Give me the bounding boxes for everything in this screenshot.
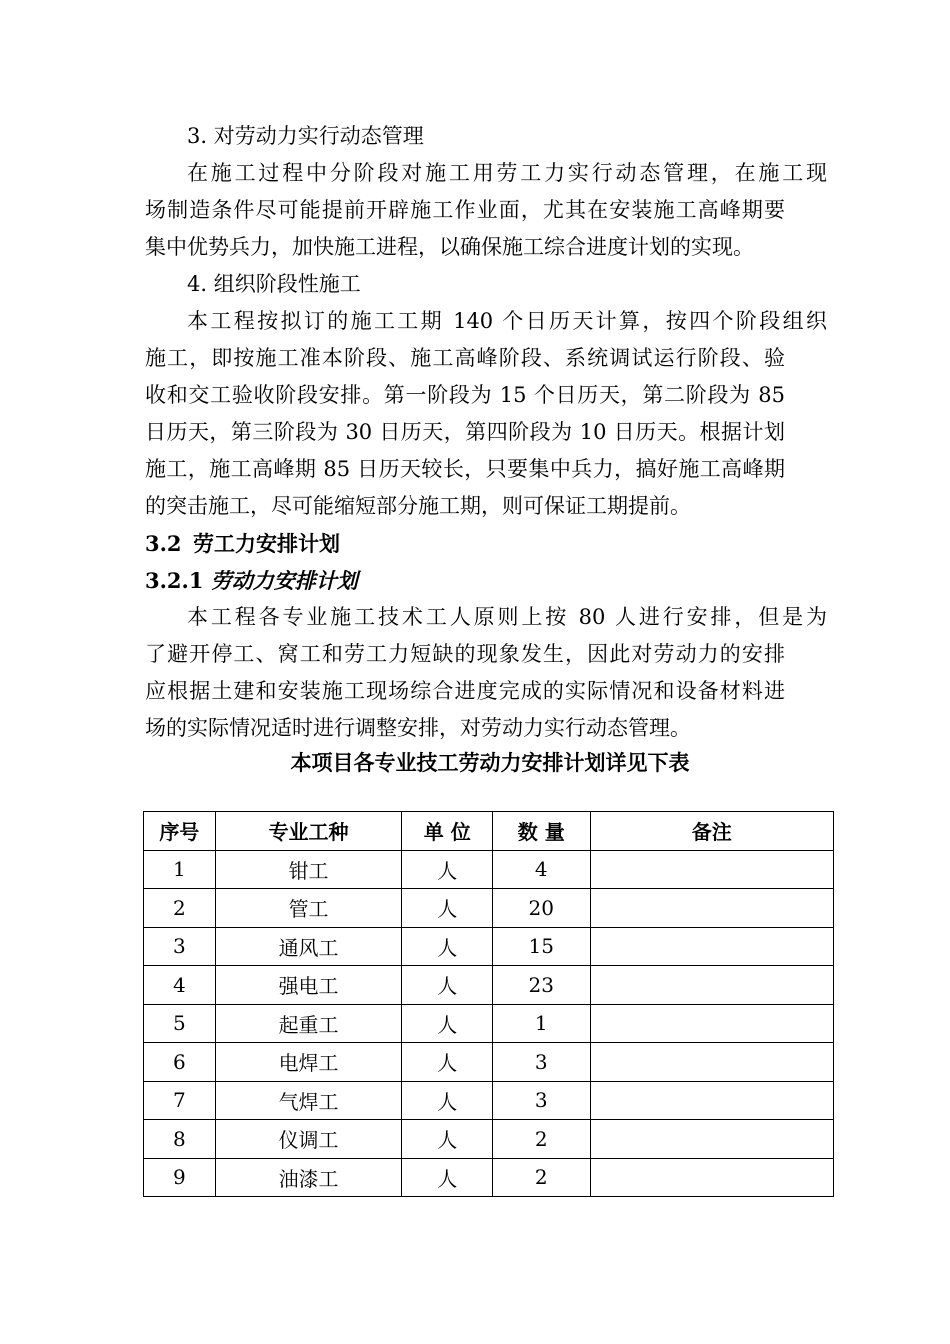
header-trade: 专业工种 — [215, 812, 402, 851]
header-remarks: 备注 — [590, 812, 834, 851]
cell-remarks — [590, 927, 834, 966]
table-caption: 本项目各专业技工劳动力安排计划详见下表 — [290, 750, 690, 775]
table-row — [144, 850, 834, 889]
section-4-line-2: 施工，即按施工准本阶段、施工高峰阶段、系统调试运行阶段、验 — [145, 346, 785, 370]
cell-unit: 人 — [402, 966, 493, 1005]
cell-unit: 人 — [402, 889, 493, 928]
heading-3-2-number: 3.2 — [145, 531, 182, 556]
cell-trade: 电焊工 — [215, 1043, 402, 1082]
header-unit: 单 位 — [402, 812, 493, 851]
heading-3-2-text: 劳工力安排计划 — [193, 531, 340, 556]
cell-quantity: 3 — [493, 1081, 591, 1120]
cell-quantity: 3 — [493, 1043, 591, 1082]
table-row — [144, 966, 834, 1005]
cell-trade: 气焊工 — [215, 1081, 402, 1120]
cell-trade: 强电工 — [215, 966, 402, 1005]
table-row — [144, 1158, 834, 1197]
section-3-title: 3. 对劳动力实行动态管理 — [187, 124, 424, 148]
cell-quantity: 1 — [493, 1004, 591, 1043]
cell-trade: 管工 — [215, 889, 402, 928]
cell-quantity: 2 — [493, 1120, 591, 1159]
cell-quantity: 20 — [493, 889, 591, 928]
cell-remarks — [590, 850, 834, 889]
cell-index: 2 — [144, 889, 216, 928]
cell-index: 7 — [144, 1081, 216, 1120]
cell-index: 9 — [144, 1158, 216, 1197]
cell-remarks — [590, 1081, 834, 1120]
section-3-line-2: 场制造条件尽可能提前开辟施工作业面，尤其在安装施工高峰期要 — [145, 198, 785, 222]
cell-unit: 人 — [402, 927, 493, 966]
section-3-line-1: 在施工过程中分阶段对施工用劳工力实行动态管理，在施工现 — [187, 161, 827, 185]
heading-3-2-1-number: 3.2.1 — [145, 568, 204, 593]
header-quantity: 数 量 — [493, 812, 591, 851]
para-3-2-1-line-4: 场的实际情况适时进行调整安排，对劳动力实行动态管理。 — [145, 716, 691, 740]
cell-unit: 人 — [402, 850, 493, 889]
para-3-2-1-line-1: 本工程各专业施工技术工人原则上按 80 人进行安排，但是为 — [187, 605, 827, 629]
cell-index: 3 — [144, 927, 216, 966]
cell-quantity: 15 — [493, 927, 591, 966]
table-row — [144, 1004, 834, 1043]
section-3-line-3: 集中优势兵力，加快施工进程，以确保施工综合进度计划的实现。 — [145, 235, 754, 259]
section-4-line-3: 收和交工验收阶段安排。第一阶段为 15 个日历天，第二阶段为 85 — [145, 383, 785, 407]
table-row — [144, 927, 834, 966]
table-row — [144, 1081, 834, 1120]
cell-trade: 起重工 — [215, 1004, 402, 1043]
table-header-row — [144, 812, 834, 851]
section-4-title: 4. 组织阶段性施工 — [187, 272, 361, 296]
heading-3-2 — [145, 525, 785, 562]
cell-index: 4 — [144, 966, 216, 1005]
cell-index: 1 — [144, 850, 216, 889]
cell-quantity: 4 — [493, 850, 591, 889]
table-row — [144, 1120, 834, 1159]
cell-remarks — [590, 1158, 834, 1197]
cell-remarks — [590, 1043, 834, 1082]
table-row — [144, 1043, 834, 1082]
cell-index: 6 — [144, 1043, 216, 1082]
cell-trade: 通风工 — [215, 927, 402, 966]
cell-unit: 人 — [402, 1004, 493, 1043]
cell-remarks — [590, 1120, 834, 1159]
cell-remarks — [590, 966, 834, 1005]
cell-remarks — [590, 1004, 834, 1043]
section-4-line-1: 本工程按拟订的施工工期 140 个日历天计算，按四个阶段组织 — [187, 309, 827, 333]
header-index: 序号 — [144, 812, 216, 851]
cell-unit: 人 — [402, 1081, 493, 1120]
cell-index: 8 — [144, 1120, 216, 1159]
section-4-line-4: 日历天，第三阶段为 30 日历天，第四阶段为 10 日历天。根据计划 — [145, 420, 785, 444]
cell-unit: 人 — [402, 1120, 493, 1159]
section-4-line-5: 施工，施工高峰期 85 日历天较长，只要集中兵力，搞好施工高峰期 — [145, 457, 785, 481]
heading-3-2-1 — [145, 562, 785, 599]
heading-3-2-1-text: 劳动力安排计划 — [210, 568, 358, 593]
cell-trade: 油漆工 — [215, 1158, 402, 1197]
para-3-2-1-line-2: 了避开停工、窝工和劳工力短缺的现象发生，因此对劳动力的安排 — [145, 642, 785, 666]
cell-unit: 人 — [402, 1158, 493, 1197]
cell-index: 5 — [144, 1004, 216, 1043]
cell-trade: 仪调工 — [215, 1120, 402, 1159]
cell-trade: 钳工 — [215, 850, 402, 889]
cell-unit: 人 — [402, 1043, 493, 1082]
table-row — [144, 889, 834, 928]
cell-remarks — [590, 889, 834, 928]
labor-plan-table — [143, 811, 834, 1197]
section-4-line-6: 的突击施工，尽可能缩短部分施工期，则可保证工期提前。 — [145, 494, 691, 518]
cell-quantity: 23 — [493, 966, 591, 1005]
cell-quantity: 2 — [493, 1158, 591, 1197]
para-3-2-1-line-3: 应根据土建和安装施工现场综合进度完成的实际情况和设备材料进 — [145, 679, 785, 703]
